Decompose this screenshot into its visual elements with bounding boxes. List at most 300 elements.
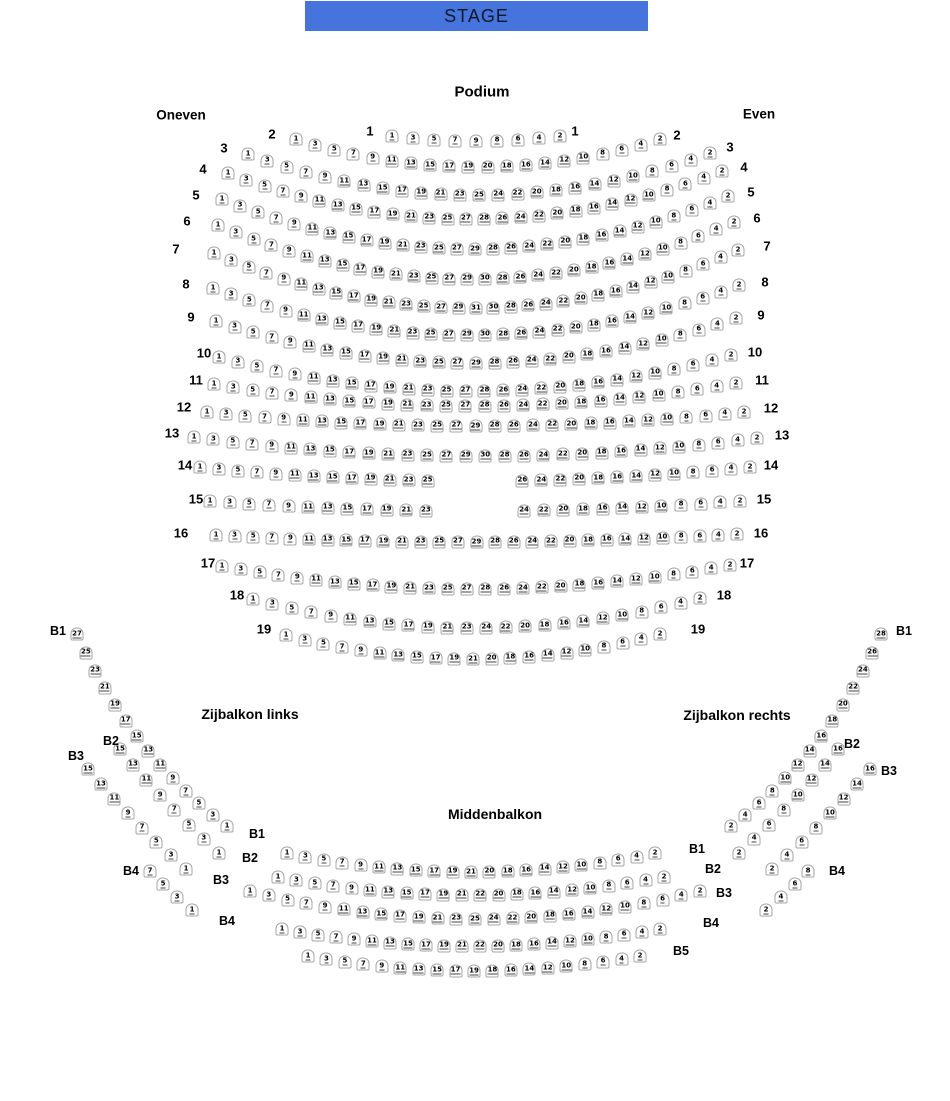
seat-8-29[interactable] bbox=[460, 328, 473, 341]
seat-B2-5[interactable] bbox=[182, 818, 195, 831]
seat-19-2[interactable] bbox=[654, 628, 667, 641]
seat-4-11[interactable] bbox=[313, 194, 326, 207]
seat-16-22[interactable] bbox=[544, 535, 557, 548]
seat-B3-2[interactable] bbox=[694, 885, 707, 898]
seat-5-25[interactable] bbox=[432, 242, 445, 255]
seat-17-12[interactable] bbox=[629, 573, 642, 586]
seat-9-15[interactable] bbox=[340, 346, 353, 359]
seat-19-20[interactable] bbox=[485, 652, 498, 665]
seat-14-9[interactable] bbox=[269, 467, 282, 480]
seat-4-14[interactable] bbox=[606, 197, 619, 210]
seat-B3-13[interactable] bbox=[95, 778, 108, 791]
seat-B2-4[interactable] bbox=[639, 874, 652, 887]
seat-3-20[interactable] bbox=[530, 186, 543, 199]
seat-8-1[interactable] bbox=[207, 282, 220, 295]
seat-B2-16[interactable] bbox=[529, 887, 542, 900]
seat-18-20[interactable] bbox=[519, 620, 532, 633]
seat-9-14[interactable] bbox=[618, 341, 631, 354]
seat-B2-15[interactable] bbox=[400, 887, 413, 900]
seat-B4-18[interactable] bbox=[510, 939, 523, 952]
seat-10-23[interactable] bbox=[421, 383, 434, 396]
seat-B4-8[interactable] bbox=[600, 931, 613, 944]
seat-10-12[interactable] bbox=[630, 370, 643, 383]
seat-12-18[interactable] bbox=[584, 417, 597, 430]
seat-12-1[interactable] bbox=[201, 406, 214, 419]
seat-7-30[interactable] bbox=[487, 301, 500, 314]
seat-B4-13[interactable] bbox=[384, 936, 397, 949]
seat-5-9[interactable] bbox=[288, 217, 301, 230]
seat-7-11[interactable] bbox=[295, 277, 308, 290]
seat-9-22[interactable] bbox=[544, 353, 557, 366]
seat-16-18[interactable] bbox=[582, 534, 595, 547]
seat-13-23[interactable] bbox=[401, 448, 414, 461]
seat-12-28[interactable] bbox=[488, 419, 501, 432]
seat-3-5[interactable] bbox=[280, 160, 293, 173]
seat-18-10[interactable] bbox=[616, 609, 629, 622]
seat-16-26[interactable] bbox=[507, 535, 520, 548]
seat-19-5[interactable] bbox=[317, 637, 330, 650]
seat-B2-21[interactable] bbox=[455, 888, 468, 901]
seat-4-26[interactable] bbox=[496, 212, 509, 225]
seat-2-18[interactable] bbox=[500, 160, 513, 173]
seat-2-4[interactable] bbox=[634, 138, 647, 151]
seat-B4-11[interactable] bbox=[366, 935, 379, 948]
seat-10-17[interactable] bbox=[364, 379, 377, 392]
seat-B4-2[interactable] bbox=[654, 923, 667, 936]
seat-B1-9[interactable] bbox=[166, 772, 179, 785]
seat-B3-24[interactable] bbox=[487, 912, 500, 925]
seat-1-1[interactable] bbox=[386, 130, 399, 143]
seat-B2-8[interactable] bbox=[602, 879, 615, 892]
seat-B3-15[interactable] bbox=[375, 908, 388, 921]
seat-12-23[interactable] bbox=[411, 419, 424, 432]
seat-4-15[interactable] bbox=[350, 202, 363, 215]
seat-11-5[interactable] bbox=[246, 384, 259, 397]
seat-13-21[interactable] bbox=[382, 448, 395, 461]
seat-13-4[interactable] bbox=[731, 434, 744, 447]
seat-12-11[interactable] bbox=[296, 414, 309, 427]
seat-4-4[interactable] bbox=[697, 171, 710, 184]
seat-12-27[interactable] bbox=[450, 419, 463, 432]
seat-7-3[interactable] bbox=[225, 254, 238, 267]
seat-B3-9[interactable] bbox=[122, 807, 135, 820]
seat-5-24[interactable] bbox=[523, 240, 536, 253]
seat-15-11[interactable] bbox=[302, 501, 315, 514]
seat-B5-8[interactable] bbox=[578, 958, 591, 971]
seat-B2-10[interactable] bbox=[791, 789, 804, 802]
seat-6-2[interactable] bbox=[728, 216, 741, 229]
seat-16-7[interactable] bbox=[265, 531, 278, 544]
seat-14-10[interactable] bbox=[668, 467, 681, 480]
seat-7-28[interactable] bbox=[504, 300, 517, 313]
seat-12-16[interactable] bbox=[603, 416, 616, 429]
seat-2-3[interactable] bbox=[309, 138, 322, 151]
seat-19-6[interactable] bbox=[616, 636, 629, 649]
seat-B3-19[interactable] bbox=[412, 911, 425, 924]
seat-B4-7[interactable] bbox=[144, 865, 157, 878]
seat-B1-10[interactable] bbox=[575, 859, 588, 872]
seat-7-6[interactable] bbox=[697, 258, 710, 271]
seat-5-5[interactable] bbox=[252, 206, 265, 219]
seat-8-8[interactable] bbox=[678, 297, 691, 310]
seat-B1-11[interactable] bbox=[154, 758, 167, 771]
seat-B3-23[interactable] bbox=[450, 912, 463, 925]
seat-3-2[interactable] bbox=[704, 147, 717, 160]
seat-15-12[interactable] bbox=[635, 501, 648, 514]
seat-B3-12[interactable] bbox=[837, 792, 850, 805]
seat-B2-1[interactable] bbox=[272, 871, 285, 884]
seat-16-8[interactable] bbox=[675, 530, 688, 543]
seat-17-20[interactable] bbox=[554, 580, 567, 593]
seat-8-6[interactable] bbox=[696, 291, 709, 304]
seat-3-22[interactable] bbox=[511, 187, 524, 200]
seat-13-24[interactable] bbox=[537, 449, 550, 462]
seat-17-5[interactable] bbox=[253, 566, 266, 579]
seat-14-6[interactable] bbox=[706, 464, 719, 477]
seat-15-18[interactable] bbox=[576, 503, 589, 516]
seat-B2-2[interactable] bbox=[658, 871, 671, 884]
seat-9-25[interactable] bbox=[432, 356, 445, 369]
seat-14-23[interactable] bbox=[402, 474, 415, 487]
seat-6-5[interactable] bbox=[247, 233, 260, 246]
seat-5-11[interactable] bbox=[306, 222, 319, 235]
seat-B1-21[interactable] bbox=[98, 681, 111, 694]
seat-19-3[interactable] bbox=[298, 633, 311, 646]
seat-B4-12[interactable] bbox=[564, 935, 577, 948]
seat-14-25[interactable] bbox=[421, 474, 434, 487]
seat-6-20[interactable] bbox=[567, 264, 580, 277]
seat-B4-4[interactable] bbox=[636, 926, 649, 939]
seat-7-1[interactable] bbox=[208, 247, 221, 260]
seat-16-6[interactable] bbox=[693, 530, 706, 543]
seat-B5-11[interactable] bbox=[394, 962, 407, 975]
seat-B2-11[interactable] bbox=[363, 884, 376, 897]
seat-B5-14[interactable] bbox=[523, 963, 536, 976]
seat-10-19[interactable] bbox=[383, 381, 396, 394]
seat-4-19[interactable] bbox=[386, 208, 399, 221]
seat-B2-1[interactable] bbox=[213, 847, 226, 860]
seat-3-1[interactable] bbox=[242, 148, 255, 161]
seat-12-8[interactable] bbox=[680, 411, 693, 424]
seat-B5-2[interactable] bbox=[634, 950, 647, 963]
seat-18-15[interactable] bbox=[383, 617, 396, 630]
seat-17-28[interactable] bbox=[479, 582, 492, 595]
seat-11-11[interactable] bbox=[304, 391, 317, 404]
seat-5-26[interactable] bbox=[505, 241, 518, 254]
seat-B3-3[interactable] bbox=[262, 889, 275, 902]
seat-B1-16[interactable] bbox=[815, 730, 828, 743]
seat-B2-12[interactable] bbox=[566, 884, 579, 897]
seat-B4-1[interactable] bbox=[186, 904, 199, 917]
seat-6-12[interactable] bbox=[639, 248, 652, 261]
seat-5-13[interactable] bbox=[324, 227, 337, 240]
seat-B5-18[interactable] bbox=[486, 964, 499, 977]
seat-12-22[interactable] bbox=[546, 418, 559, 431]
seat-3-12[interactable] bbox=[607, 174, 620, 187]
seat-7-4[interactable] bbox=[714, 251, 727, 264]
seat-4-8[interactable] bbox=[661, 183, 674, 196]
seat-4-24[interactable] bbox=[514, 211, 527, 224]
seat-3-11[interactable] bbox=[338, 175, 351, 188]
seat-13-10[interactable] bbox=[673, 440, 686, 453]
seat-14-8[interactable] bbox=[687, 466, 700, 479]
seat-7-31[interactable] bbox=[470, 302, 483, 315]
seat-10-9[interactable] bbox=[288, 368, 301, 381]
seat-5-16[interactable] bbox=[595, 229, 608, 242]
seat-9-13[interactable] bbox=[321, 343, 334, 356]
seat-5-17[interactable] bbox=[360, 234, 373, 247]
seat-15-5[interactable] bbox=[243, 497, 256, 510]
seat-7-29[interactable] bbox=[452, 301, 465, 314]
seat-18-17[interactable] bbox=[402, 619, 415, 632]
seat-B3-21[interactable] bbox=[431, 912, 444, 925]
seat-5-20[interactable] bbox=[559, 235, 572, 248]
seat-8-14[interactable] bbox=[624, 311, 637, 324]
seat-B2-13[interactable] bbox=[127, 758, 140, 771]
seat-4-12[interactable] bbox=[624, 193, 637, 206]
seat-11-23[interactable] bbox=[420, 399, 433, 412]
seat-5-23[interactable] bbox=[414, 240, 427, 253]
seat-10-1[interactable] bbox=[213, 351, 226, 364]
seat-5-27[interactable] bbox=[450, 242, 463, 255]
seat-4-22[interactable] bbox=[533, 209, 546, 222]
seat-15-15[interactable] bbox=[341, 502, 354, 515]
seat-3-8[interactable] bbox=[646, 165, 659, 178]
seat-6-4[interactable] bbox=[710, 223, 723, 236]
seat-8-16[interactable] bbox=[606, 315, 619, 328]
seat-B2-3[interactable] bbox=[197, 832, 210, 845]
seat-B3-14[interactable] bbox=[581, 906, 594, 919]
seat-6-1[interactable] bbox=[212, 219, 225, 232]
seat-12-2[interactable] bbox=[738, 406, 751, 419]
seat-B3-17[interactable] bbox=[394, 909, 407, 922]
seat-14-24[interactable] bbox=[535, 474, 548, 487]
seat-B1-20[interactable] bbox=[836, 698, 849, 711]
seat-B3-16[interactable] bbox=[864, 763, 877, 776]
seat-12-14[interactable] bbox=[622, 415, 635, 428]
seat-13-12[interactable] bbox=[653, 442, 666, 455]
seat-17-19[interactable] bbox=[385, 580, 398, 593]
seat-10-24[interactable] bbox=[516, 383, 529, 396]
seat-15-14[interactable] bbox=[616, 501, 629, 514]
seat-7-9[interactable] bbox=[277, 272, 290, 285]
seat-13-6[interactable] bbox=[712, 436, 725, 449]
seat-7-7[interactable] bbox=[260, 267, 273, 280]
seat-10-26[interactable] bbox=[497, 384, 510, 397]
seat-10-16[interactable] bbox=[592, 376, 605, 389]
seat-2-12[interactable] bbox=[558, 154, 571, 167]
seat-9-2[interactable] bbox=[730, 312, 743, 325]
seat-B1-24[interactable] bbox=[856, 664, 869, 677]
seat-B1-28[interactable] bbox=[875, 628, 888, 641]
seat-9-26[interactable] bbox=[507, 355, 520, 368]
seat-1-3[interactable] bbox=[407, 132, 420, 145]
seat-18-3[interactable] bbox=[266, 597, 279, 610]
seat-B2-9[interactable] bbox=[154, 789, 167, 802]
seat-7-27[interactable] bbox=[435, 301, 448, 314]
seat-B4-19[interactable] bbox=[438, 939, 451, 952]
seat-6-8[interactable] bbox=[674, 236, 687, 249]
seat-14-16[interactable] bbox=[611, 471, 624, 484]
seat-B1-18[interactable] bbox=[501, 865, 514, 878]
seat-B4-4[interactable] bbox=[774, 891, 787, 904]
seat-1-7[interactable] bbox=[449, 134, 462, 147]
seat-15-1[interactable] bbox=[204, 495, 217, 508]
seat-12-4[interactable] bbox=[718, 407, 731, 420]
seat-6-3[interactable] bbox=[229, 226, 242, 239]
seat-12-24[interactable] bbox=[527, 419, 540, 432]
seat-16-24[interactable] bbox=[526, 535, 539, 548]
seat-14-20[interactable] bbox=[573, 472, 586, 485]
seat-18-13[interactable] bbox=[363, 615, 376, 628]
seat-B3-6[interactable] bbox=[656, 893, 669, 906]
seat-10-13[interactable] bbox=[326, 374, 339, 387]
seat-B2-16[interactable] bbox=[832, 743, 845, 756]
seat-11-6[interactable] bbox=[691, 383, 704, 396]
seat-18-1[interactable] bbox=[247, 593, 260, 606]
seat-18-8[interactable] bbox=[635, 605, 648, 618]
seat-17-17[interactable] bbox=[366, 579, 379, 592]
seat-19-16[interactable] bbox=[523, 650, 536, 663]
seat-B4-6[interactable] bbox=[618, 928, 631, 941]
seat-15-17[interactable] bbox=[361, 503, 374, 516]
seat-5-21[interactable] bbox=[396, 239, 409, 252]
seat-B2-11[interactable] bbox=[140, 773, 153, 786]
seat-B2-10[interactable] bbox=[584, 882, 597, 895]
seat-17-1[interactable] bbox=[216, 560, 229, 573]
seat-15-7[interactable] bbox=[262, 498, 275, 511]
seat-16-25[interactable] bbox=[433, 535, 446, 548]
seat-3-7[interactable] bbox=[299, 166, 312, 179]
seat-10-2[interactable] bbox=[725, 349, 738, 362]
seat-3-18[interactable] bbox=[550, 184, 563, 197]
seat-B2-7[interactable] bbox=[168, 803, 181, 816]
seat-7-17[interactable] bbox=[347, 290, 360, 303]
seat-B5-4[interactable] bbox=[615, 953, 628, 966]
seat-B1-7[interactable] bbox=[179, 785, 192, 798]
seat-B1-14[interactable] bbox=[803, 744, 816, 757]
seat-16-10[interactable] bbox=[656, 531, 669, 544]
seat-9-19[interactable] bbox=[377, 351, 390, 364]
seat-3-14[interactable] bbox=[588, 178, 601, 191]
seat-B3-7[interactable] bbox=[300, 897, 313, 910]
seat-11-12[interactable] bbox=[633, 390, 646, 403]
seat-4-5[interactable] bbox=[258, 179, 271, 192]
seat-14-26[interactable] bbox=[516, 474, 529, 487]
seat-12-20[interactable] bbox=[565, 418, 578, 431]
seat-18-19[interactable] bbox=[421, 620, 434, 633]
seat-2-20[interactable] bbox=[481, 160, 494, 173]
seat-14-3[interactable] bbox=[212, 462, 225, 475]
seat-9-12[interactable] bbox=[637, 338, 650, 351]
seat-9-3[interactable] bbox=[228, 320, 241, 333]
seat-B1-21[interactable] bbox=[465, 866, 478, 879]
seat-8-21[interactable] bbox=[388, 324, 401, 337]
seat-5-2[interactable] bbox=[722, 190, 735, 203]
seat-B1-12[interactable] bbox=[791, 758, 804, 771]
seat-15-9[interactable] bbox=[282, 500, 295, 513]
seat-13-20[interactable] bbox=[576, 447, 589, 460]
seat-B2-5[interactable] bbox=[308, 877, 321, 890]
seat-6-23[interactable] bbox=[407, 270, 420, 283]
seat-B4-15[interactable] bbox=[402, 938, 415, 951]
seat-10-4[interactable] bbox=[706, 354, 719, 367]
seat-B2-2[interactable] bbox=[733, 847, 746, 860]
seat-15-2[interactable] bbox=[734, 495, 747, 508]
seat-4-7[interactable] bbox=[276, 185, 289, 198]
seat-8-3[interactable] bbox=[225, 288, 238, 301]
seat-7-23[interactable] bbox=[400, 298, 413, 311]
seat-B2-19[interactable] bbox=[437, 888, 450, 901]
seat-4-16[interactable] bbox=[587, 201, 600, 214]
seat-1-4[interactable] bbox=[533, 132, 546, 145]
seat-B3-13[interactable] bbox=[356, 906, 369, 919]
seat-4-6[interactable] bbox=[679, 178, 692, 191]
seat-6-26[interactable] bbox=[514, 271, 527, 284]
seat-14-13[interactable] bbox=[307, 470, 320, 483]
seat-B3-11[interactable] bbox=[108, 792, 121, 805]
seat-B1-8[interactable] bbox=[766, 785, 779, 798]
seat-13-2[interactable] bbox=[751, 432, 764, 445]
seat-11-17[interactable] bbox=[362, 396, 375, 409]
seat-5-6[interactable] bbox=[685, 203, 698, 216]
seat-B5-6[interactable] bbox=[597, 955, 610, 968]
seat-7-22[interactable] bbox=[557, 295, 570, 308]
seat-6-22[interactable] bbox=[550, 267, 563, 280]
seat-3-19[interactable] bbox=[415, 186, 428, 199]
seat-B1-17[interactable] bbox=[428, 865, 441, 878]
seat-19-15[interactable] bbox=[410, 650, 423, 663]
seat-8-9[interactable] bbox=[279, 304, 292, 317]
seat-2-14[interactable] bbox=[539, 157, 552, 170]
seat-6-28[interactable] bbox=[496, 272, 509, 285]
seat-B3-16[interactable] bbox=[562, 908, 575, 921]
seat-B3-20[interactable] bbox=[525, 911, 538, 924]
seat-3-4[interactable] bbox=[684, 153, 697, 166]
seat-6-17[interactable] bbox=[354, 262, 367, 275]
seat-17-11[interactable] bbox=[310, 573, 323, 586]
seat-11-26[interactable] bbox=[498, 399, 511, 412]
seat-B4-5[interactable] bbox=[312, 928, 325, 941]
seat-B3-1[interactable] bbox=[244, 885, 257, 898]
seat-B4-21[interactable] bbox=[456, 939, 469, 952]
seat-2-19[interactable] bbox=[462, 160, 475, 173]
seat-10-18[interactable] bbox=[573, 378, 586, 391]
seat-9-9[interactable] bbox=[284, 335, 297, 348]
seat-2-17[interactable] bbox=[443, 160, 456, 173]
seat-B3-10[interactable] bbox=[619, 900, 632, 913]
seat-8-27[interactable] bbox=[442, 328, 455, 341]
seat-B3-14[interactable] bbox=[850, 778, 863, 791]
seat-6-29[interactable] bbox=[461, 272, 474, 285]
seat-7-18[interactable] bbox=[592, 288, 605, 301]
seat-7-24[interactable] bbox=[539, 297, 552, 310]
seat-9-8[interactable] bbox=[674, 328, 687, 341]
seat-B1-23[interactable] bbox=[89, 664, 102, 677]
seat-9-18[interactable] bbox=[581, 348, 594, 361]
seat-19-13[interactable] bbox=[392, 649, 405, 662]
seat-13-25[interactable] bbox=[420, 449, 433, 462]
seat-6-7[interactable] bbox=[265, 239, 278, 252]
seat-11-16[interactable] bbox=[594, 394, 607, 407]
seat-B4-3[interactable] bbox=[171, 891, 184, 904]
seat-8-15[interactable] bbox=[333, 316, 346, 329]
seat-B4-3[interactable] bbox=[294, 926, 307, 939]
seat-6-27[interactable] bbox=[443, 272, 456, 285]
seat-2-2[interactable] bbox=[654, 133, 667, 146]
seat-B3-1[interactable] bbox=[180, 863, 193, 876]
seat-10-11[interactable] bbox=[307, 371, 320, 384]
